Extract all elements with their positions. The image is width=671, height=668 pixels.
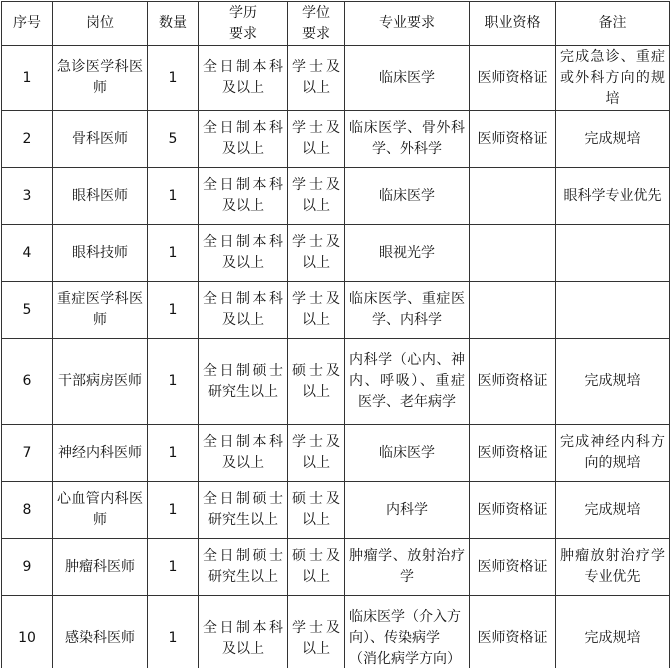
cell-major: 临床医学、骨外科学、外科学 xyxy=(345,111,470,168)
header-degree: 学位 要求 xyxy=(288,2,345,46)
cell-education: 全日制本科及以上 xyxy=(199,425,288,482)
cell-post: 眼科医师 xyxy=(53,168,148,225)
cell-post: 心血管内科医师 xyxy=(53,482,148,539)
cell-degree: 学士及以上 xyxy=(288,225,345,282)
cell-degree: 学士及以上 xyxy=(288,425,345,482)
header-no: 序号 xyxy=(2,2,53,46)
cell-certificate xyxy=(470,225,556,282)
cell-no: 7 xyxy=(2,425,53,482)
header-row xyxy=(2,2,670,46)
cell-certificate: 医师资格证 xyxy=(470,596,556,668)
recruitment-table xyxy=(1,1,670,668)
cell-degree: 学士及以上 xyxy=(288,282,345,339)
cell-major: 临床医学（介入方向）、传染病学（消化病学方向） xyxy=(345,596,470,668)
cell-note: 完成规培 xyxy=(556,111,670,168)
cell-note: 肿瘤放射治疗学专业优先 xyxy=(556,539,670,596)
cell-major: 临床医学 xyxy=(345,46,470,111)
cell-certificate: 医师资格证 xyxy=(470,46,556,111)
cell-no: 8 xyxy=(2,482,53,539)
cell-education: 全日制本科及以上 xyxy=(199,282,288,339)
cell-post: 骨科医师 xyxy=(53,111,148,168)
table-row xyxy=(2,339,670,425)
cell-degree: 学士及以上 xyxy=(288,46,345,111)
cell-no: 2 xyxy=(2,111,53,168)
cell-count: 1 xyxy=(148,46,199,111)
cell-major: 眼视光学 xyxy=(345,225,470,282)
table-row xyxy=(2,282,670,339)
cell-post: 急诊医学科医师 xyxy=(53,46,148,111)
cell-note: 眼科学专业优先 xyxy=(556,168,670,225)
table-row xyxy=(2,482,670,539)
cell-degree: 学士及以上 xyxy=(288,596,345,668)
table-row xyxy=(2,539,670,596)
cell-education: 全日制本科及以上 xyxy=(199,46,288,111)
table-row xyxy=(2,168,670,225)
header-education: 学历 要求 xyxy=(199,2,288,46)
cell-major: 临床医学 xyxy=(345,425,470,482)
cell-degree: 硕士及以上 xyxy=(288,482,345,539)
cell-degree: 学士及以上 xyxy=(288,111,345,168)
cell-degree: 硕士及以上 xyxy=(288,539,345,596)
cell-education: 全日制硕士研究生以上 xyxy=(199,482,288,539)
cell-note: 完成规培 xyxy=(556,482,670,539)
cell-post: 肿瘤科医师 xyxy=(53,539,148,596)
cell-major: 临床医学、重症医学、内科学 xyxy=(345,282,470,339)
cell-count: 1 xyxy=(148,225,199,282)
cell-count: 1 xyxy=(148,282,199,339)
header-major: 专业要求 xyxy=(345,2,470,46)
cell-note xyxy=(556,282,670,339)
cell-education: 全日制硕士研究生以上 xyxy=(199,539,288,596)
header-note: 备注 xyxy=(556,2,670,46)
cell-count: 1 xyxy=(148,425,199,482)
cell-note: 完成规培 xyxy=(556,596,670,668)
cell-note xyxy=(556,225,670,282)
cell-no: 1 xyxy=(2,46,53,111)
cell-post: 眼科技师 xyxy=(53,225,148,282)
cell-no: 3 xyxy=(2,168,53,225)
cell-post: 神经内科医师 xyxy=(53,425,148,482)
cell-count: 1 xyxy=(148,539,199,596)
cell-education: 全日制本科及以上 xyxy=(199,225,288,282)
cell-no: 10 xyxy=(2,596,53,668)
table-row xyxy=(2,596,670,668)
cell-major: 内科学 xyxy=(345,482,470,539)
cell-certificate xyxy=(470,282,556,339)
cell-post: 干部病房医师 xyxy=(53,339,148,425)
cell-certificate: 医师资格证 xyxy=(470,425,556,482)
cell-degree: 学士及以上 xyxy=(288,168,345,225)
cell-post: 感染科医师 xyxy=(53,596,148,668)
cell-degree: 硕士及以上 xyxy=(288,339,345,425)
cell-education: 全日制硕士研究生以上 xyxy=(199,339,288,425)
header-certificate: 职业资格 xyxy=(470,2,556,46)
cell-no: 5 xyxy=(2,282,53,339)
cell-major: 内科学（心内、神内、呼吸）、重症医学、老年病学 xyxy=(345,339,470,425)
cell-count: 1 xyxy=(148,168,199,225)
cell-note: 完成急诊、重症或外科方向的规培 xyxy=(556,46,670,111)
header-post: 岗位 xyxy=(53,2,148,46)
cell-count: 1 xyxy=(148,596,199,668)
cell-major: 临床医学 xyxy=(345,168,470,225)
cell-count: 1 xyxy=(148,339,199,425)
cell-education: 全日制本科及以上 xyxy=(199,596,288,668)
table-row xyxy=(2,225,670,282)
cell-note: 完成神经内科方向的规培 xyxy=(556,425,670,482)
cell-post: 重症医学科医师 xyxy=(53,282,148,339)
table-row xyxy=(2,111,670,168)
cell-certificate xyxy=(470,168,556,225)
cell-major: 肿瘤学、放射治疗学 xyxy=(345,539,470,596)
table-row xyxy=(2,425,670,482)
table-row xyxy=(2,46,670,111)
cell-note: 完成规培 xyxy=(556,339,670,425)
cell-no: 9 xyxy=(2,539,53,596)
header-count: 数量 xyxy=(148,2,199,46)
cell-no: 6 xyxy=(2,339,53,425)
cell-certificate: 医师资格证 xyxy=(470,539,556,596)
cell-certificate: 医师资格证 xyxy=(470,339,556,425)
cell-education: 全日制本科及以上 xyxy=(199,168,288,225)
cell-count: 1 xyxy=(148,482,199,539)
cell-count: 5 xyxy=(148,111,199,168)
cell-education: 全日制本科及以上 xyxy=(199,111,288,168)
cell-certificate: 医师资格证 xyxy=(470,482,556,539)
cell-certificate: 医师资格证 xyxy=(470,111,556,168)
cell-no: 4 xyxy=(2,225,53,282)
